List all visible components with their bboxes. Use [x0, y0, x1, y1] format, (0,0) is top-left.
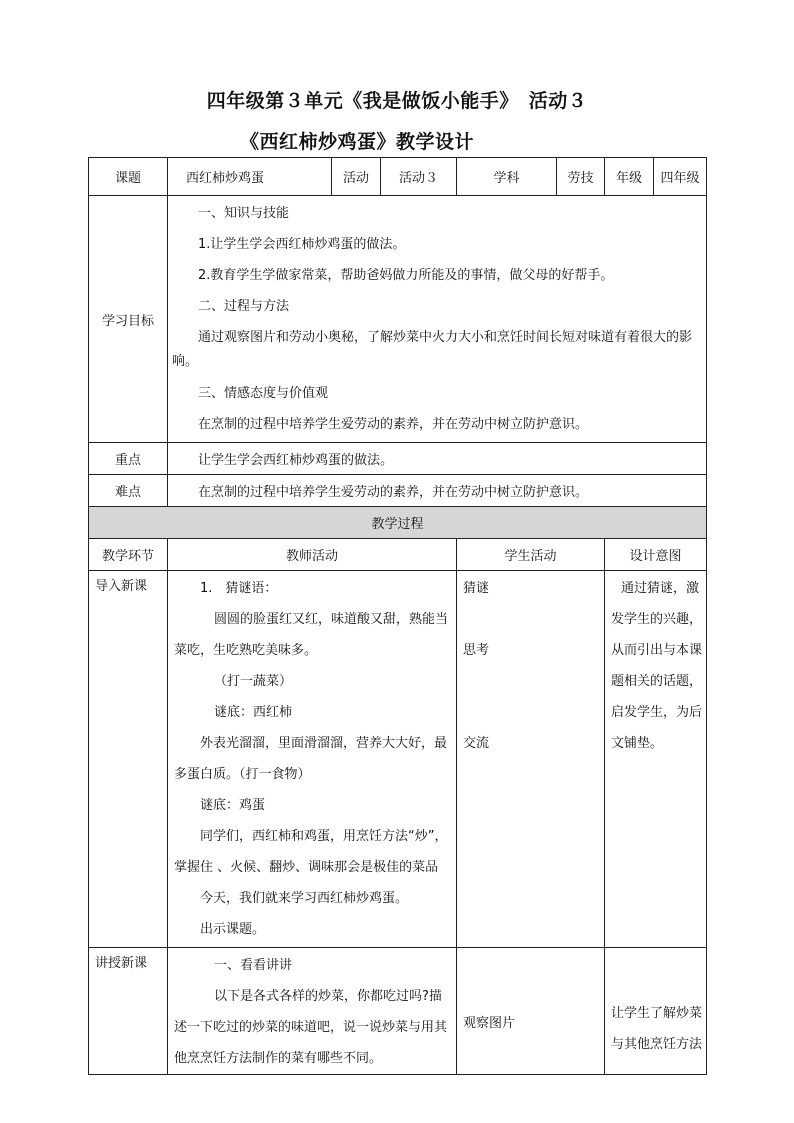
teacher-line: 同学们，西红柿和鸡蛋，用烹饪方法“炒”，掌握住 、火候、翻炒、调味那会是极佳的菜品 [174, 829, 448, 875]
teacher-line: 圆圆的脸蛋红又红，味道酸又甜，熟能当菜吃，生吃熟吃美味多。 [174, 612, 449, 658]
topic-label: 课题 [89, 158, 168, 196]
goal-line: 在烹制的过程中培养学生爱劳动的素养，并在劳动中树立防护意识。 [198, 417, 589, 432]
process-heading: 教学过程 [89, 507, 707, 539]
student-activity: 猜谜 [463, 581, 490, 596]
key-point-text: 让学生学会西红柿炒鸡蛋的做法。 [168, 443, 707, 475]
teach-row [89, 948, 707, 1075]
teacher-line: 出示课题。 [200, 922, 266, 937]
teach-student: 观察图片 [457, 948, 605, 1075]
goal-line: 一、知识与技能 [198, 206, 290, 221]
student-activity: 交流 [463, 736, 490, 751]
goal-line: 通过观察图片和劳动小奥秘，了解炒菜中火力大小和烹饪时间长短对味道有着很大的影响。 [172, 330, 693, 369]
activity-label: 活动 [332, 158, 381, 196]
column-header: 学生活动 [457, 539, 605, 571]
activity-value: 活动３ [381, 158, 457, 196]
intent-text: 通过猜谜，激发学生的兴趣，从而引出与本课题相关的话题，启发学生，为后文铺垫。 [611, 581, 703, 751]
goal-line: 2.教育学生学做家常菜，帮助爸妈做力所能及的事情，做父母的好帮手。 [198, 268, 614, 283]
teacher-line: 外表光溜溜，里面滑溜溜，营养大大好，最多蛋白质。（打一食物） [174, 736, 448, 782]
intro-row [89, 571, 707, 948]
subtitle-text: 《西红柿炒鸡蛋》教学设计 [239, 131, 474, 153]
subject-label: 学科 [457, 158, 557, 196]
teacher-line: （打一蔬菜） [214, 674, 293, 689]
subject-value: 劳技 [557, 158, 605, 196]
teach-teacher [168, 948, 457, 1075]
goals-label: 学习目标 [89, 196, 168, 443]
goal-line: 三、情感态度与价值观 [198, 386, 329, 401]
topic-value: 西红柿炒鸡蛋 [168, 158, 332, 196]
document-subtitle [0, 127, 794, 154]
teacher-line: 一、看看讲讲 [214, 958, 293, 973]
student-activity: 思考 [463, 643, 490, 658]
intent-text: 让学生了解炒菜与其他烹饪方法 [611, 1006, 703, 1052]
grade-value: 四年级 [654, 158, 707, 196]
goal-line: 1.让学生学会西红柿炒鸡蛋的做法。 [198, 237, 406, 252]
goal-line: 二、过程与方法 [198, 299, 290, 314]
difficulty-text: 在烹制的过程中培养学生爱劳动的素养，并在劳动中树立防护意识。 [168, 475, 707, 507]
goals-row [89, 196, 707, 443]
grade-label: 年级 [605, 158, 654, 196]
process-heading-row [89, 507, 707, 539]
lesson-plan-table [88, 157, 707, 1075]
process-columns-row [89, 539, 707, 571]
teacher-line: 1. 猜谜语： [200, 581, 278, 596]
intro-stage: 导入新课 [89, 571, 168, 948]
intro-teacher [168, 571, 457, 948]
key-point-row [89, 443, 707, 475]
column-header: 教学环节 [89, 539, 168, 571]
document-title: 四年级第３单元《我是做饭小能手》 活动３ [206, 90, 588, 112]
teacher-line: 今天，我们就来学习西红柿炒鸡蛋。 [200, 891, 409, 906]
column-header: 设计意图 [605, 539, 707, 571]
difficulty-row [89, 475, 707, 507]
teacher-line: 以下是各式各样的炒菜，你都吃过吗?描述一下吃过的炒菜的味道吧，说一说炒菜与用其他烹烹饪方法制作的菜有哪些不同。 [174, 989, 448, 1066]
teacher-line: 谜底：鸡蛋 [200, 798, 266, 813]
goals-content [168, 196, 707, 443]
intro-intent [605, 571, 707, 948]
column-header: 教师活动 [168, 539, 457, 571]
intro-student [457, 571, 605, 948]
teach-intent [605, 948, 707, 1075]
info-row [89, 158, 707, 196]
teacher-line: 谜底：西红柿 [214, 705, 293, 720]
teach-stage: 讲授新课 [89, 948, 168, 1075]
difficulty-label: 难点 [89, 475, 168, 507]
key-point-label: 重点 [89, 443, 168, 475]
